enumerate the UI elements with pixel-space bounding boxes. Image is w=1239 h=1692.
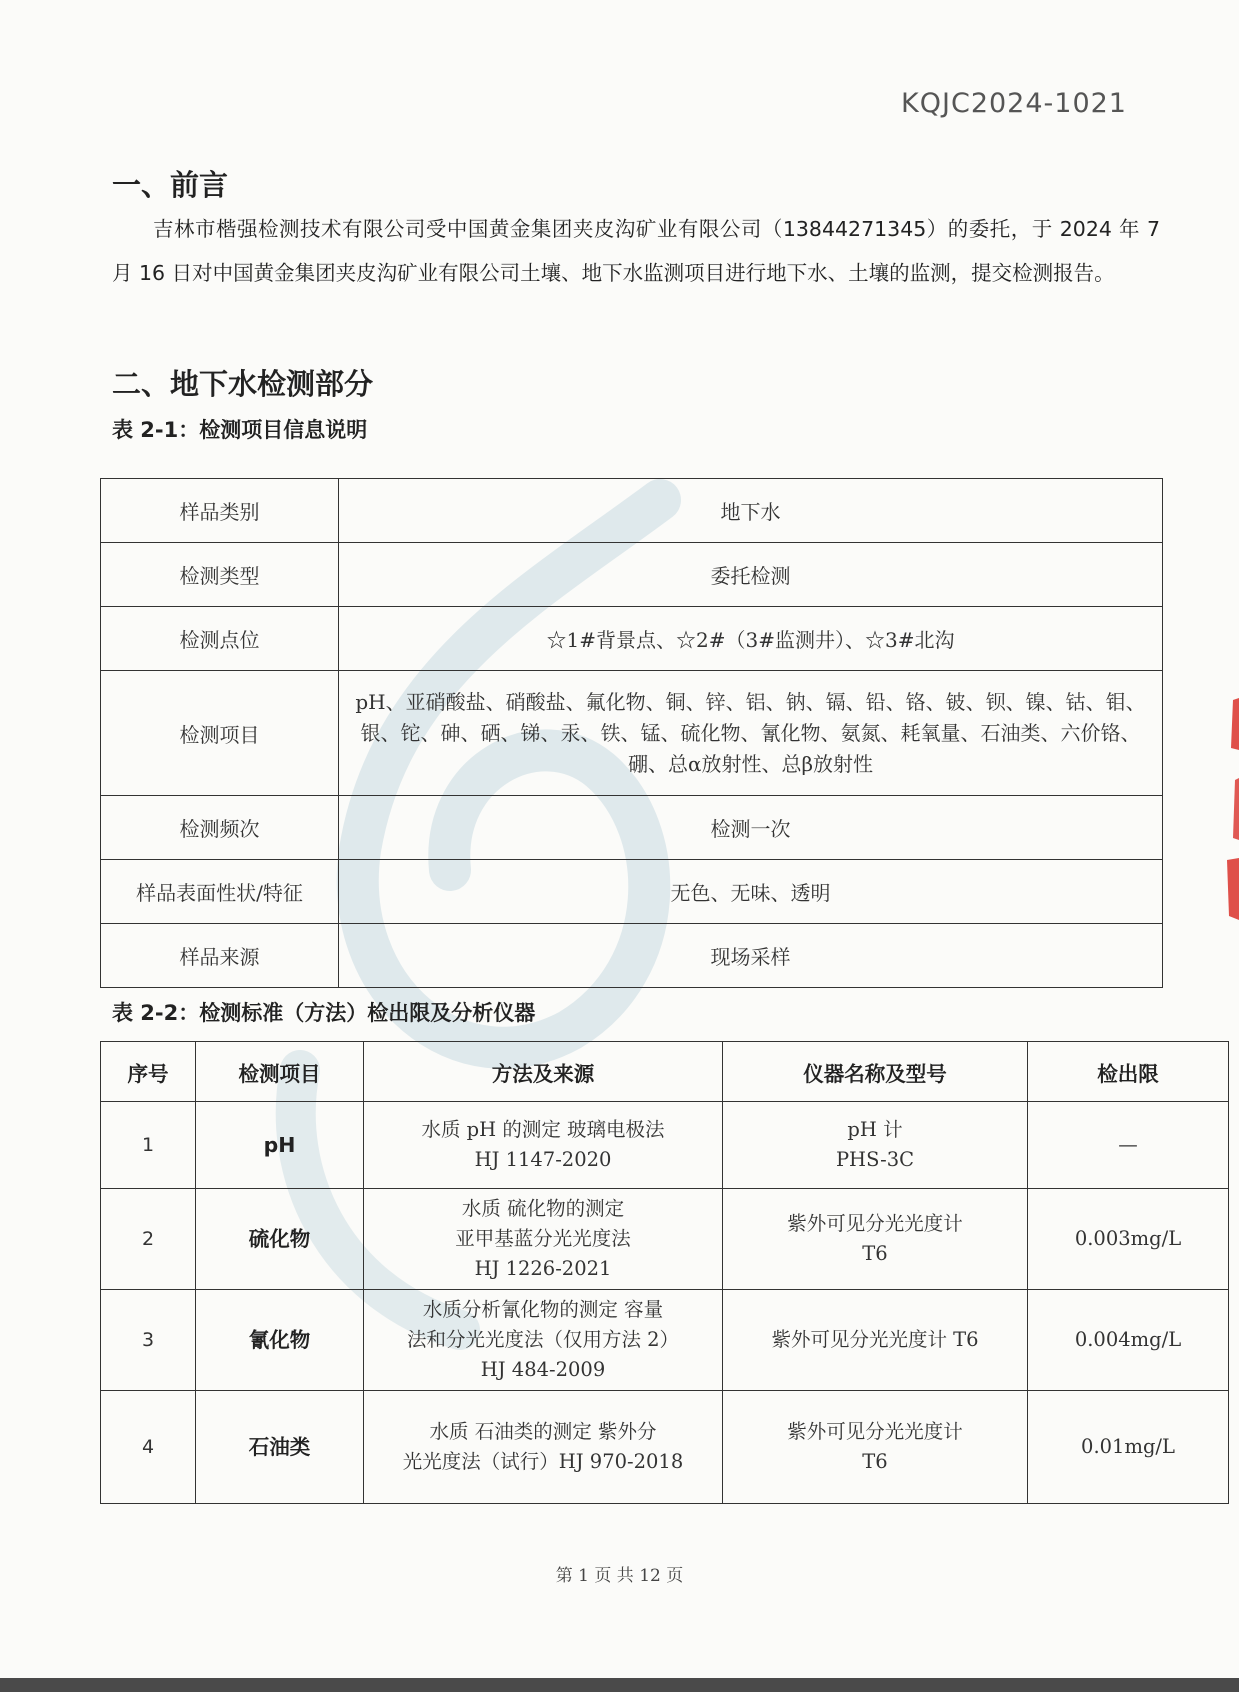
- info-row: [101, 671, 1163, 796]
- info-label: 检测类型: [101, 543, 339, 607]
- row-number: 3: [101, 1290, 196, 1391]
- info-row: [101, 543, 1163, 607]
- method-source: 水质分析氰化物的测定 容量 法和分光光度法（仅用方法 2） HJ 484-2009: [364, 1290, 723, 1391]
- info-row: [101, 860, 1163, 924]
- test-item: pH: [196, 1102, 364, 1189]
- column-header: 方法及来源: [364, 1042, 723, 1102]
- table-row: [101, 1189, 1229, 1290]
- page-footer: 第 1 页 共 12 页: [555, 1566, 684, 1586]
- section-heading-preface: 一、前言: [112, 168, 229, 202]
- column-header: 仪器名称及型号: [723, 1042, 1028, 1102]
- info-table: [100, 478, 1163, 988]
- info-value: ☆1#背景点、☆2#（3#监测井）、☆3#北沟: [339, 607, 1163, 671]
- method-source: 水质 pH 的测定 玻璃电极法 HJ 1147-2020: [364, 1102, 723, 1189]
- info-row: [101, 479, 1163, 543]
- method-source: 水质 硫化物的测定 亚甲基蓝分光光度法 HJ 1226-2021: [364, 1189, 723, 1290]
- instrument-model: 紫外可见分光光度计 T6: [723, 1189, 1028, 1290]
- table1-caption: 表 2-1：检测项目信息说明: [112, 418, 368, 442]
- preface-paragraph: 吉林市楷强检测技术有限公司受中国黄金集团夹皮沟矿业有限公司（13844271345）的委托，于 2024 年 7 月 16 日对中国黄金集团夹皮沟矿业有限公司土壤、地下水监测项目进行地下水、土壤的监测，提交检测报告。: [112, 217, 1160, 285]
- detection-limit: 0.01mg/L: [1028, 1391, 1229, 1504]
- info-label: 样品来源: [101, 924, 339, 988]
- table-row: [101, 1391, 1229, 1504]
- info-row: [101, 924, 1163, 988]
- info-row: [101, 607, 1163, 671]
- row-number: 2: [101, 1189, 196, 1290]
- table-row: [101, 1102, 1229, 1189]
- info-value: pH、亚硝酸盐、硝酸盐、氟化物、铜、锌、铝、钠、镉、铅、铬、铍、钡、镍、钴、钼、银、铊、砷、硒、锑、汞、铁、锰、硫化物、氰化物、氨氮、耗氧量、石油类、六价铬、硼、总α放射性、总β放射性: [339, 671, 1163, 796]
- table-row: [101, 1290, 1229, 1391]
- row-number: 1: [101, 1102, 196, 1189]
- info-label: 样品类别: [101, 479, 339, 543]
- detection-limit: 0.004mg/L: [1028, 1290, 1229, 1391]
- info-value: 委托检测: [339, 543, 1163, 607]
- info-value: 无色、无味、透明: [339, 860, 1163, 924]
- info-value: 地下水: [339, 479, 1163, 543]
- report-number: KQJC2024-1021: [901, 88, 1127, 119]
- detection-limit: 0.003mg/L: [1028, 1189, 1229, 1290]
- method-table: [100, 1041, 1229, 1504]
- red-seal-fragment: [1213, 690, 1239, 930]
- instrument-model: 紫外可见分光光度计 T6: [723, 1290, 1028, 1391]
- test-item: 硫化物: [196, 1189, 364, 1290]
- info-value: 检测一次: [339, 796, 1163, 860]
- instrument-model: pH 计 PHS-3C: [723, 1102, 1028, 1189]
- method-source: 水质 石油类的测定 紫外分 光光度法（试行）HJ 970-2018: [364, 1391, 723, 1504]
- section-heading-groundwater: 二、地下水检测部分: [112, 367, 374, 401]
- info-row: [101, 796, 1163, 860]
- test-item: 氰化物: [196, 1290, 364, 1391]
- info-label: 检测频次: [101, 796, 339, 860]
- table2-caption: 表 2-2：检测标准（方法）检出限及分析仪器: [112, 1001, 536, 1025]
- instrument-model: 紫外可见分光光度计 T6: [723, 1391, 1028, 1504]
- detection-limit: —: [1028, 1102, 1229, 1189]
- column-header: 检测项目: [196, 1042, 364, 1102]
- column-header: 序号: [101, 1042, 196, 1102]
- row-number: 4: [101, 1391, 196, 1504]
- column-header: 检出限: [1028, 1042, 1229, 1102]
- scan-edge: [0, 1678, 1239, 1692]
- info-label: 检测点位: [101, 607, 339, 671]
- info-value: 现场采样: [339, 924, 1163, 988]
- test-item: 石油类: [196, 1391, 364, 1504]
- info-label: 样品表面性状/特征: [101, 860, 339, 924]
- info-label: 检测项目: [101, 671, 339, 796]
